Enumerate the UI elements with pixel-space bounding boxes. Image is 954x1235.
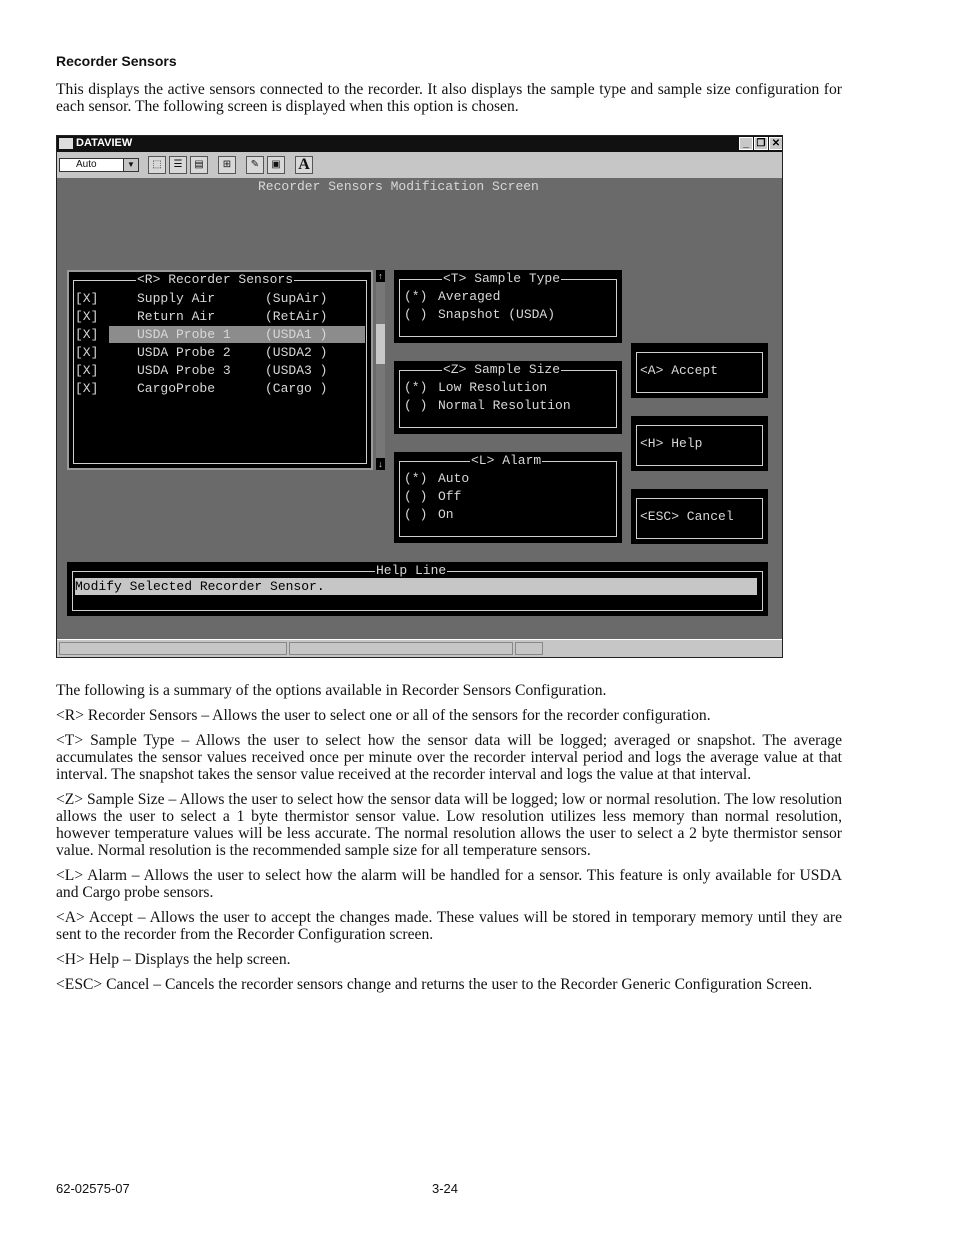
sample-size-option[interactable]: [404, 379, 548, 396]
sample-type-panel: [394, 270, 622, 343]
sensor-checkbox[interactable]: [X]: [75, 291, 99, 306]
document-number: 62-02575-07: [56, 1181, 130, 1196]
sensor-name: USDA Probe 1: [137, 327, 231, 342]
sensor-row[interactable]: [75, 344, 328, 361]
recorder-sensors-panel: [67, 270, 373, 470]
cancel-description: <ESC> Cancel – Cancels the recorder sensors change and returns the user to the Recorder Generic Configuration Screen.: [56, 976, 813, 993]
cancel-button-label: <ESC> Cancel: [636, 498, 763, 539]
radio-mark[interactable]: (*): [404, 380, 428, 395]
option-label: Low Resolution: [438, 380, 548, 395]
help-line-text: Modify Selected Recorder Sensor.: [75, 578, 757, 595]
status-bar: [57, 639, 782, 658]
sensor-row-selected[interactable]: [75, 326, 367, 343]
radio-mark[interactable]: (*): [404, 471, 428, 486]
alarm-title: <L> Alarm: [471, 453, 542, 468]
scroll-up-arrow-icon[interactable]: ↑: [376, 270, 385, 282]
radio-mark[interactable]: ( ): [404, 507, 428, 522]
summary-paragraph: The following is a summary of the options available in Recorder Sensors Configuration.: [56, 682, 607, 699]
sensor-name: USDA Probe 3: [137, 363, 231, 378]
help-description: <H> Help – Displays the help screen.: [56, 951, 291, 968]
terminal-screen: [57, 178, 782, 637]
alarm-frame: [399, 453, 617, 537]
sensor-row[interactable]: [75, 380, 328, 397]
sensor-checkbox[interactable]: [X]: [75, 381, 99, 396]
help-button[interactable]: [631, 416, 768, 471]
chevron-down-icon[interactable]: ▼: [123, 159, 138, 171]
sensor-checkbox[interactable]: [X]: [75, 363, 99, 378]
sensor-name: CargoProbe: [137, 381, 216, 396]
sensor-checkbox[interactable]: [X]: [75, 309, 99, 324]
graph-icon[interactable]: ⊞: [218, 156, 236, 174]
sensor-row[interactable]: [75, 362, 328, 379]
sensor-name: Supply Air: [137, 291, 216, 306]
sensor-name: USDA Probe 2: [137, 345, 231, 360]
help-line-title: Help Line: [376, 563, 447, 578]
dataview-window-screenshot: [56, 135, 783, 658]
sample-size-title: <Z> Sample Size: [443, 362, 561, 377]
sample-type-title: <T> Sample Type: [443, 271, 561, 286]
sensor-code: (Cargo ): [265, 381, 328, 396]
scroll-thumb[interactable]: [376, 324, 385, 364]
sensor-code: (USDA1 ): [265, 327, 328, 342]
status-segment: [59, 642, 287, 655]
sample-size-option[interactable]: [404, 397, 571, 414]
recorder-sensors-title: <R> Recorder Sensors: [137, 272, 294, 287]
mode-combo-value: Auto: [76, 159, 97, 170]
intro-paragraph: This displays the active sensors connected to the recorder. It also displays the sample type and sample size configuration for each sensor. The following screen is displayed when this option is chosen.: [56, 81, 842, 115]
sample-type-description: <T> Sample Type – Allows the user to select how the sensor data will be logged; averaged or snapshot. The average accumulates the sensor values received once per minute over the recorder interval period and logs the average value at that interval. The snapshot takes the sensor value received at the recorder interval and logs the value at that interval.: [56, 732, 842, 783]
alarm-option[interactable]: [404, 470, 470, 487]
section-heading: Recorder Sensors: [56, 53, 177, 69]
accept-button-label: <A> Accept: [636, 352, 763, 393]
mode-combo[interactable]: [59, 158, 139, 172]
page-number: 3-24: [432, 1181, 459, 1196]
list-icon[interactable]: ☰: [169, 156, 187, 174]
app-icon: [59, 138, 73, 149]
sensor-checkbox[interactable]: [X]: [75, 345, 99, 360]
option-label: Normal Resolution: [438, 398, 571, 413]
option-label: Off: [438, 489, 462, 504]
option-label: On: [438, 507, 454, 522]
sensor-name: Return Air: [137, 309, 216, 324]
minimize-button[interactable]: _: [739, 137, 753, 150]
sensor-row[interactable]: [75, 290, 328, 307]
toolbar: [57, 152, 782, 179]
alarm-option[interactable]: [404, 506, 454, 523]
help-line-panel: [67, 562, 768, 616]
option-label: Snapshot (USDA): [438, 307, 556, 322]
sample-type-option[interactable]: [404, 306, 556, 323]
screen-title: Recorder Sensors Modification Screen: [258, 179, 539, 194]
status-segment: [515, 642, 543, 655]
status-segment: [289, 642, 513, 655]
edit-icon[interactable]: ✎: [246, 156, 264, 174]
sensor-list-scrollbar[interactable]: [376, 270, 385, 470]
accept-description: <A> Accept – Allows the user to accept the changes made. These values will be stored in temporary memory until they are sent to the recorder from the Recorder Configuration screen.: [56, 909, 842, 943]
select-icon[interactable]: ⬚: [148, 156, 166, 174]
recorder-sensors-description: <R> Recorder Sensors – Allows the user to select one or all of the sensors for the recorder configuration.: [56, 707, 711, 724]
radio-mark[interactable]: ( ): [404, 398, 428, 413]
print-icon[interactable]: ▤: [190, 156, 208, 174]
alarm-description: <L> Alarm – Allows the user to select how the alarm will be handled for a sensor. This feature is only available for USDA and Cargo probe sensors.: [56, 867, 842, 901]
radio-mark[interactable]: ( ): [404, 307, 428, 322]
scroll-down-arrow-icon[interactable]: ↓: [376, 458, 385, 470]
window-title: DATAVIEW: [76, 137, 133, 149]
cancel-button[interactable]: [631, 489, 768, 544]
sensor-code: (SupAir): [265, 291, 328, 306]
close-button[interactable]: ✕: [769, 137, 783, 150]
alarm-panel: [394, 452, 622, 543]
sensor-checkbox[interactable]: [X]: [75, 327, 99, 342]
restore-button[interactable]: ❐: [754, 137, 768, 150]
radio-mark[interactable]: ( ): [404, 489, 428, 504]
save-icon[interactable]: ▣: [267, 156, 285, 174]
sample-type-option[interactable]: [404, 288, 501, 305]
sample-size-description: <Z> Sample Size – Allows the user to select how the sensor data will be logged; low or normal resolution. The low resolution allows the user to select a 1 byte thermistor sensor value. Low resolution utilizes less memory than normal resolution, however temperature values will be less accurate. The normal resolution allows the user to select a 2 byte thermistor sensor value. Normal resolution is the recommended sample size for all temperature sensors.: [56, 791, 842, 859]
sensor-code: (RetAir): [265, 309, 328, 324]
sensor-code: (USDA2 ): [265, 345, 328, 360]
sample-size-panel: [394, 361, 622, 434]
font-button[interactable]: A: [295, 156, 313, 174]
alarm-option[interactable]: [404, 488, 462, 505]
sensor-row[interactable]: [75, 308, 328, 325]
accept-button[interactable]: [631, 343, 768, 398]
sensor-code: (USDA3 ): [265, 363, 328, 378]
help-button-label: <H> Help: [636, 425, 763, 466]
window-titlebar: [57, 136, 782, 152]
option-label: Auto: [438, 471, 470, 486]
option-label: Averaged: [438, 289, 501, 304]
radio-mark[interactable]: (*): [404, 289, 428, 304]
